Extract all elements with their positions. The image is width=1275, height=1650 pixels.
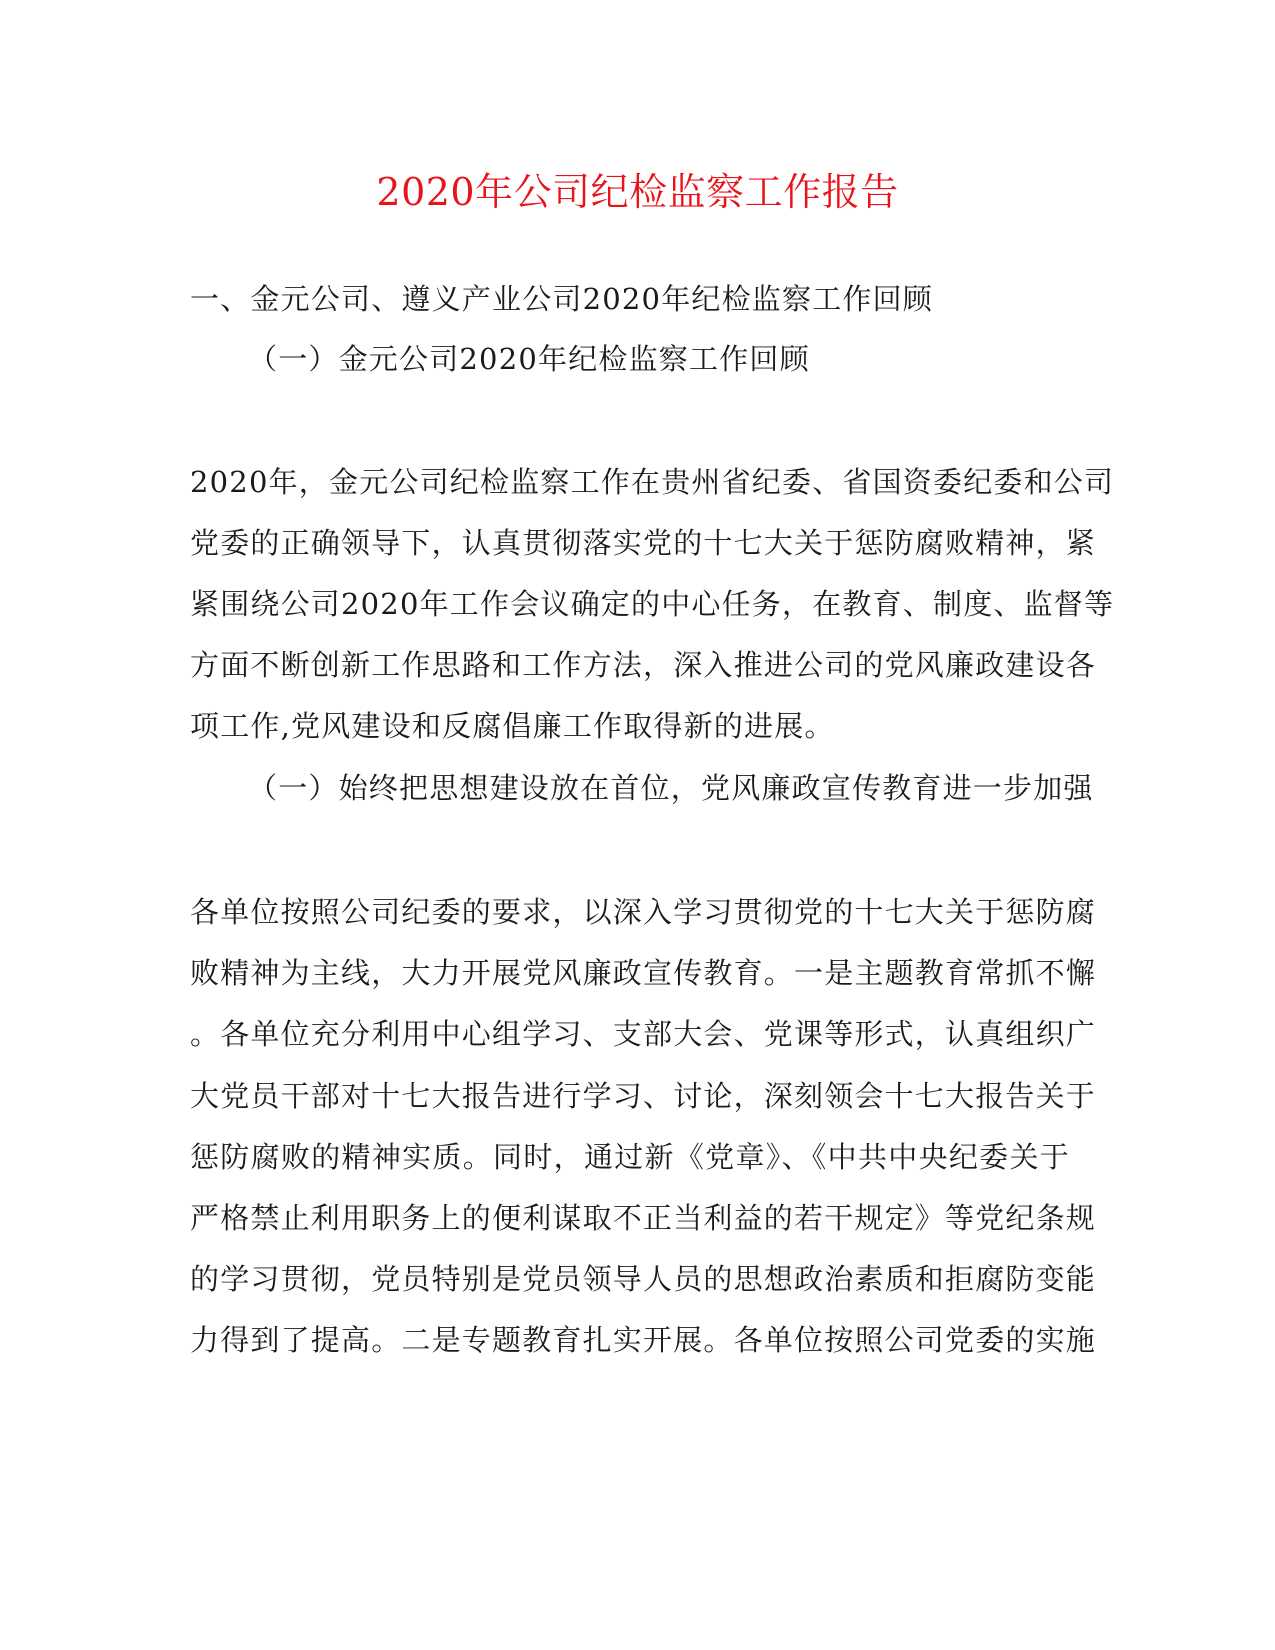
paragraph-line: 大党员干部对十七大报告进行学习、讨论，深刻领会十七大报告关于 — [190, 1079, 1097, 1113]
paragraph-line: 2020年，金元公司纪检监察工作在贵州省纪委、省国资委纪委和公司 — [190, 465, 1115, 499]
document-title: 2020年公司纪检监察工作报告 — [376, 170, 899, 214]
paragraph-line: 的学习贯彻，党员特别是党员领导人员的思想政治素质和拒腐防变能 — [190, 1262, 1097, 1296]
paragraph-line: 紧围绕公司2020年工作会议确定的中心任务，在教育、制度、监督等 — [190, 587, 1115, 621]
paragraph-line: 力得到了提高。二是专题教育扎实开展。各单位按照公司党委的实施 — [190, 1323, 1097, 1357]
paragraph-line: 严格禁止利用职务上的便利谋取不正当利益的若干规定》等党纪条规 — [190, 1201, 1097, 1235]
paragraph-line: 项工作,党风建设和反腐倡廉工作取得新的进展。 — [190, 709, 835, 743]
paragraph-line: 。各单位充分利用中心组学习、支部大会、党课等形式，认真组织广 — [190, 1017, 1097, 1051]
paragraph-line: 败精神为主线，大力开展党风廉政宣传教育。一是主题教育常抓不懈 — [190, 956, 1097, 990]
subsection-heading: （一）始终把思想建设放在首位，党风廉政宣传教育进一步加强 — [248, 771, 1094, 805]
subsection-heading: （一）金元公司2020年纪检监察工作回顾 — [248, 342, 810, 376]
section-heading: 一、金元公司、遵义产业公司2020年纪检监察工作回顾 — [190, 282, 934, 316]
paragraph-line: 方面不断创新工作思路和工作方法，深入推进公司的党风廉政建设各 — [190, 648, 1097, 682]
paragraph-line: 党委的正确领导下，认真贯彻落实党的十七大关于惩防腐败精神，紧 — [190, 526, 1097, 560]
paragraph-line: 各单位按照公司纪委的要求，以深入学习贯彻党的十七大关于惩防腐 — [190, 895, 1097, 929]
paragraph-line: 惩防腐败的精神实质。同时，通过新《党章》、《中共中央纪委关于 — [190, 1140, 1070, 1174]
